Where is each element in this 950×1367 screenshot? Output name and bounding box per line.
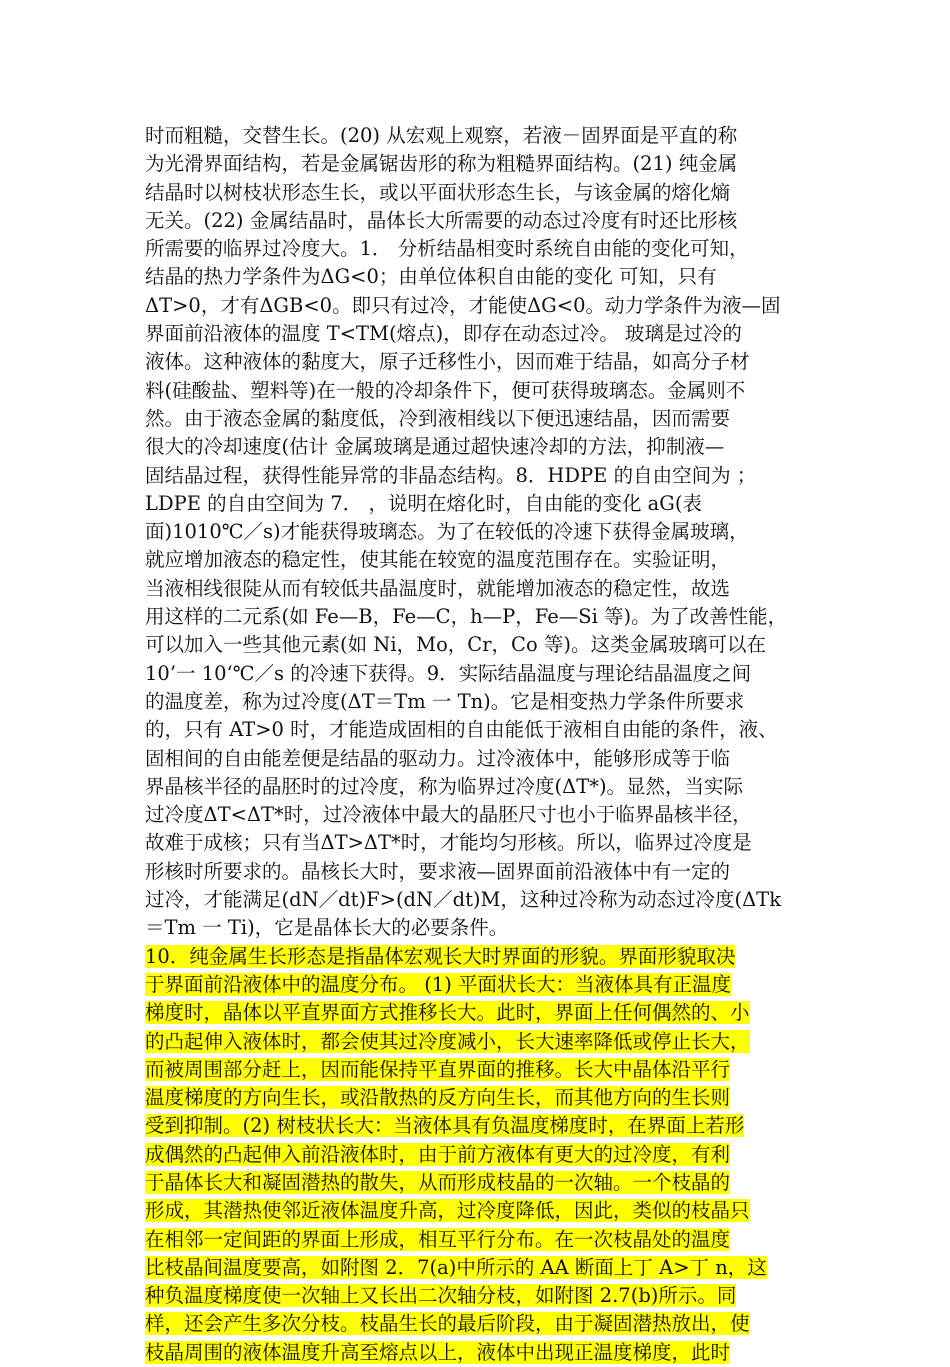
highlighted-text: 样，还会产生多次分枝。枝晶生长的最后阶段，由于凝固潜热放出，使 xyxy=(145,1312,750,1336)
highlighted-line xyxy=(145,971,810,999)
text-line: 固相间的自由能差便是结晶的驱动力。过冷液体中，能够形成等于临 xyxy=(145,746,731,770)
document-body xyxy=(145,122,810,1367)
highlighted-text: 比枝晶间温度要高，如附图 2．7(a)中所示的 AA 断面上丁 A>丁 n，这 xyxy=(145,1255,767,1279)
text-line: 界面前沿液体的温度 T<TM(熔点)，即存在动态过冷。 玻璃是过冷的 xyxy=(145,322,742,346)
highlighted-text: 受到抑制。(2) 树枝状长大：当液体具有负温度梯度时，在界面上若形 xyxy=(145,1114,745,1138)
highlighted-text: 枝晶周围的液体温度升高至熔点以上，液体中出现正温度梯度，此时 xyxy=(145,1340,731,1364)
highlighted-text: 梯度时，晶体以平直界面方式推移长大。此时，界面上任何偶然的、小 xyxy=(145,1001,750,1025)
text-line: 结晶时以树枝状形态生长，或以平面状形态生长，与该金属的熔化熵 xyxy=(145,180,731,204)
highlighted-line xyxy=(145,1112,810,1140)
highlighted-line xyxy=(145,943,810,971)
text-line: 就应增加液态的稳定性，使其能在较宽的温度范围存在。实验证明， xyxy=(145,548,731,572)
text-line: 的，只有 AT>0 时，才能造成固相的自由能低于液相自由能的条件，液、 xyxy=(145,718,778,742)
text-line: 固结晶过程，获得性能异常的非晶态结构。8．HDPE 的自由空间为 ； xyxy=(145,463,757,487)
highlighted-text: 在相邻一定间距的界面上形成，相互平行分布。在一次枝晶处的温度 xyxy=(145,1227,731,1251)
text-line: 的温度差，称为过冷度(ΔT＝Tm 一 Tn)。它是相变热力学条件所要求 xyxy=(145,689,745,713)
highlighted-line xyxy=(145,1226,810,1254)
text-line: 很大的冷却速度(估计 金属玻璃是通过超快速冷却的方法，抑制液— xyxy=(145,435,725,459)
highlighted-line xyxy=(145,1339,810,1367)
highlighted-line xyxy=(145,1028,810,1056)
highlighted-text: 而被周围部分赶上，因而能保持平直界面的推移。长大中晶体沿平行 xyxy=(145,1057,731,1081)
text-line: 面)1010℃／s)才能获得玻璃态。为了在较低的冷速下获得金属玻璃， xyxy=(145,520,749,544)
highlighted-text: 的凸起伸入液体时，都会使其过冷度减小，长大速率降低或停止长大， xyxy=(145,1029,750,1053)
text-line: 过冷度ΔT<ΔT*时，过冷液体中最大的晶胚尺寸也小于临界晶核半径， xyxy=(145,803,752,827)
text-line: ＝Tm 一 Ti)，它是晶体长大的必要条件。 xyxy=(145,916,509,940)
text-line: 用这样的二元系(如 Fe—B，Fe—C，h—P，Fe—Si 等)。为了改善性能， xyxy=(145,605,788,629)
highlighted-line xyxy=(145,1254,810,1282)
text-line: 然。由于液态金属的黏度低，冷到液相线以下便迅速结晶，因而需要 xyxy=(145,406,731,430)
highlighted-text: 种负温度梯度使一次轴上又长出二次轴分枝，如附图 2.7(b)所示。同 xyxy=(145,1284,737,1308)
text-line: 10’一 10‘℃／s 的冷速下获得。9．实际结晶温度与理论结晶温度之间 xyxy=(145,661,752,685)
highlighted-line xyxy=(145,1169,810,1197)
text-line: 故难于成核；只有当ΔT>ΔT*时，才能均匀形核。所以，临界过冷度是 xyxy=(145,831,752,855)
text-line: 为光滑界面结构，若是金属锯齿形的称为粗糙界面结构。(21) 纯金属 xyxy=(145,152,738,176)
text-line: 时而粗糙，交替生长。(20) 从宏观上观察，若液－固界面是平直的称 xyxy=(145,124,738,147)
highlighted-text: 形成，其潜热使邻近液体温度升高，过冷度降低，因此，类似的枝晶只 xyxy=(145,1199,750,1223)
highlighted-line xyxy=(145,1282,810,1310)
text-line: 料(硅酸盐、塑料等)在一般的冷却条件下，便可获得玻璃态。金属则不 xyxy=(145,378,746,402)
text-line: 可以加入一些其他元素(如 Ni，Mo，Cr，Co 等)。这类金属玻璃可以在 xyxy=(145,633,767,657)
text-line: 结晶的热力学条件为ΔG<0；由单位体积自由能的变化 可知，只有 xyxy=(145,265,717,289)
highlighted-text: 成偶然的凸起伸入前沿液体时，由于前方液体有更大的过冷度，有利 xyxy=(145,1142,731,1166)
text-line: LDPE 的自由空间为 7． ，说明在熔化时，自由能的变化 aG(表 xyxy=(145,491,702,515)
highlighted-line xyxy=(145,1197,810,1225)
highlighted-text: 温度梯度的方向生长，或沿散热的反方向生长，而其他方向的生长则 xyxy=(145,1086,731,1110)
highlighted-line xyxy=(145,999,810,1027)
highlighted-line xyxy=(145,1141,810,1169)
text-line: 过冷，才能满足(dN／dt)F>(dN／dt)M，这种过冷称为动态过冷度(ΔTk xyxy=(145,888,782,912)
highlighted-line xyxy=(145,1084,810,1112)
highlighted-text: 于界面前沿液体中的温度分布。 (1) 平面状长大：当液体具有正温度 xyxy=(145,972,732,996)
highlighted-text: 于晶体长大和凝固潜热的散失，从而形成枝晶的一次轴。一个枝晶的 xyxy=(145,1170,731,1194)
text-line: 无关。(22) 金属结晶时，晶体长大所需要的动态过冷度有时还比形核 xyxy=(145,208,738,232)
text-line: 当液相线很陡从而有较低共晶温度时，就能增加液态的稳定性，故选 xyxy=(145,576,731,600)
highlighted-line xyxy=(145,1310,810,1338)
text-line: 形核时所要求的。晶核长大时，要求液—固界面前沿液体中有一定的 xyxy=(145,859,731,883)
highlighted-line xyxy=(145,1056,810,1084)
text-line: 所需要的临界过冷度大。1． 分析结晶相变时系统自由能的变化可知， xyxy=(145,237,749,261)
text-line: 界晶核半径的晶胚时的过冷度，称为临界过冷度(ΔT*)。显然，当实际 xyxy=(145,774,744,798)
highlighted-text: 10．纯金属生长形态是指晶体宏观长大时界面的形貌。界面形貌取决 xyxy=(145,944,736,968)
text-line: ΔT>0，才有ΔGB<0。即只有过冷，才能使ΔG<0。动力学条件为液—固 xyxy=(145,293,781,317)
text-line: 液体。这种液体的黏度大，原子迁移性小，因而难于结晶，如高分子材 xyxy=(145,350,750,374)
